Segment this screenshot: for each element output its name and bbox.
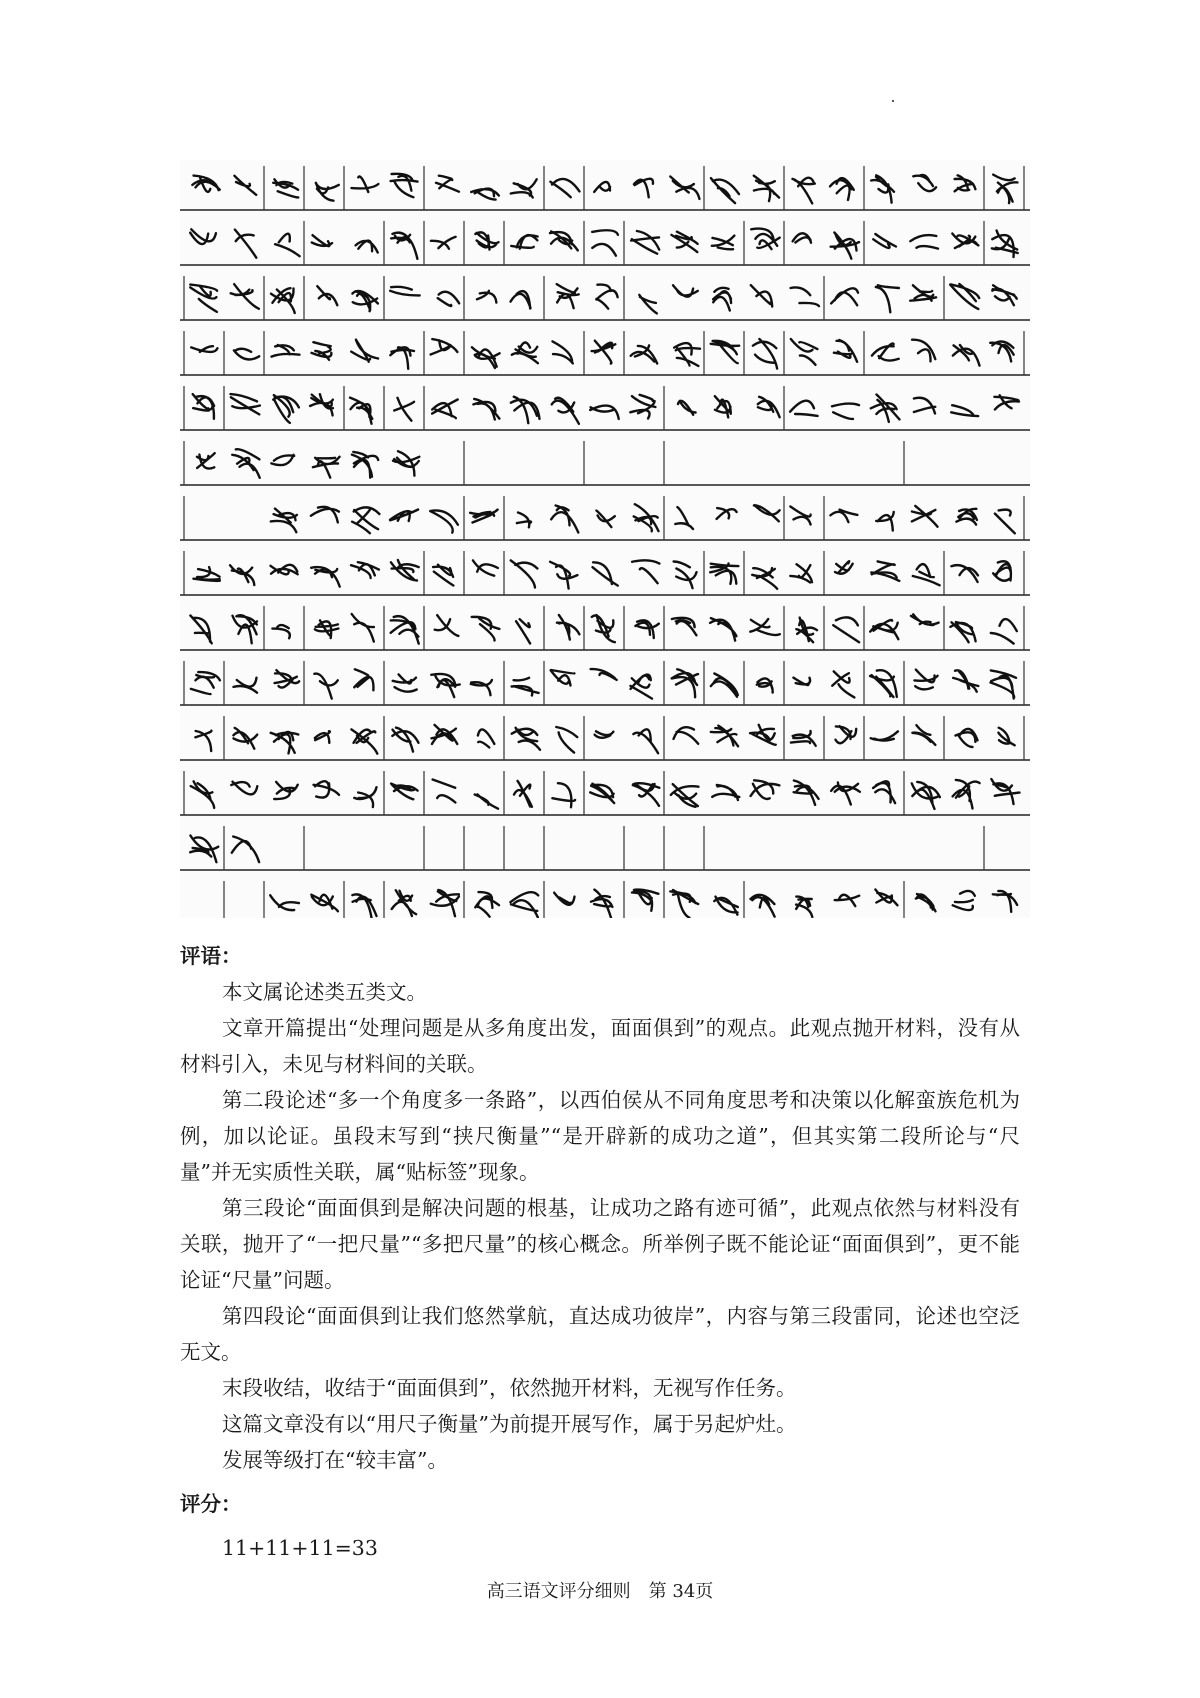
handwriting-stroke bbox=[591, 669, 617, 680]
handwriting-stroke bbox=[714, 897, 738, 915]
handwriting-stroke bbox=[235, 176, 257, 195]
handwriting-stroke bbox=[993, 891, 1017, 912]
handwriting-stroke bbox=[910, 235, 938, 249]
handwriting-stroke bbox=[552, 398, 579, 424]
handwriting-stroke bbox=[393, 674, 417, 691]
page-footer: 高三语文评分细则 第 34页 bbox=[486, 1581, 714, 1602]
comment-paragraph-7: 这篇文章没有以“用尺子衡量”为前提开展写作，属于另起炉灶。 bbox=[222, 1412, 797, 1436]
handwriting-stroke bbox=[712, 236, 735, 250]
handwriting-stroke bbox=[593, 562, 618, 585]
handwriting-stroke bbox=[675, 507, 693, 529]
handwriting-stroke bbox=[392, 728, 418, 752]
handwriting-stroke bbox=[275, 234, 300, 257]
handwriting-stroke bbox=[271, 509, 297, 533]
handwriting-stroke bbox=[510, 892, 538, 917]
handwriting-stroke bbox=[433, 565, 453, 586]
handwriting-stroke bbox=[912, 506, 938, 527]
handwriting-stroke bbox=[352, 291, 378, 311]
handwriting-stroke bbox=[190, 285, 217, 312]
handwriting-stroke bbox=[432, 400, 458, 419]
handwriting-stroke bbox=[436, 176, 459, 192]
handwriting-stroke bbox=[311, 507, 339, 523]
handwriting-stroke bbox=[833, 617, 859, 642]
handwriting-stroke bbox=[711, 674, 738, 697]
handwriting-stroke bbox=[998, 728, 1014, 746]
handwriting-stroke bbox=[477, 291, 496, 303]
handwriting-stroke bbox=[952, 234, 978, 249]
handwriting-stroke bbox=[311, 895, 338, 912]
handwriting-stroke bbox=[790, 401, 818, 416]
handwriting-stroke bbox=[836, 726, 857, 743]
handwriting-stroke bbox=[554, 893, 574, 905]
handwriting-stroke bbox=[834, 340, 857, 362]
handwriting-stroke bbox=[310, 394, 333, 415]
handwriting-stroke bbox=[951, 565, 978, 582]
handwriting-stroke bbox=[472, 617, 500, 641]
handwriting-stroke bbox=[751, 895, 775, 917]
handwriting-stroke bbox=[516, 619, 530, 643]
handwriting-stroke bbox=[352, 452, 378, 478]
handwriting-stroke bbox=[234, 678, 258, 693]
handwriting-stroke bbox=[634, 504, 659, 531]
handwriting-stroke bbox=[315, 620, 339, 638]
handwriting-stroke bbox=[871, 175, 894, 202]
handwriting-stroke bbox=[992, 285, 1016, 305]
handwriting-stroke bbox=[391, 784, 418, 800]
handwriting-stroke bbox=[392, 890, 416, 916]
handwriting-stroke bbox=[639, 295, 657, 314]
handwriting-stroke bbox=[950, 622, 975, 642]
handwriting-stroke bbox=[390, 510, 418, 522]
handwriting-stroke bbox=[751, 285, 772, 306]
handwriting-stroke bbox=[993, 561, 1011, 581]
handwriting-stroke bbox=[678, 401, 696, 415]
handwriting-stroke bbox=[272, 625, 289, 638]
handwriting-stroke bbox=[632, 890, 658, 911]
handwriting-stroke bbox=[672, 669, 698, 697]
handwriting-stroke bbox=[672, 618, 697, 635]
handwriting-stroke bbox=[712, 785, 739, 800]
handwriting-stroke bbox=[191, 672, 220, 694]
handwriting-stroke bbox=[791, 339, 818, 365]
handwriting-stroke bbox=[793, 178, 815, 204]
handwriting-stroke bbox=[796, 618, 817, 643]
handwriting-stroke bbox=[551, 670, 575, 686]
handwriting-stroke bbox=[710, 618, 736, 641]
handwriting-stroke bbox=[953, 345, 980, 366]
handwriting-stroke bbox=[390, 287, 420, 296]
handwriting-stroke bbox=[431, 674, 459, 697]
handwriting-stroke bbox=[793, 233, 811, 242]
handwriting-stroke bbox=[435, 615, 459, 636]
handwriting-stroke bbox=[232, 449, 260, 478]
handwriting-stroke bbox=[631, 675, 653, 699]
handwriting-stroke bbox=[192, 176, 220, 192]
handwriting-stroke bbox=[511, 397, 540, 424]
handwriting-stroke bbox=[231, 284, 259, 309]
handwriting-stroke bbox=[351, 562, 379, 578]
handwriting-stroke bbox=[916, 894, 936, 911]
handwriting-stroke bbox=[632, 560, 659, 583]
handwriting-stroke bbox=[354, 787, 376, 807]
handwriting-stroke bbox=[352, 614, 374, 642]
handwriting-stroke bbox=[511, 291, 531, 308]
handwriting-stroke bbox=[951, 405, 978, 416]
handwriting-stroke bbox=[190, 836, 218, 863]
handwriting-stroke bbox=[517, 513, 531, 528]
handwriting-stroke bbox=[275, 670, 300, 687]
handwriting-stroke bbox=[592, 615, 615, 642]
handwriting-stroke bbox=[312, 235, 332, 246]
handwriting-stroke bbox=[717, 508, 737, 519]
handwriting-stroke bbox=[871, 395, 900, 422]
comment-paragraph-8: 发展等级打在“较丰富”。 bbox=[222, 1448, 448, 1472]
handwriting-stroke bbox=[831, 233, 859, 259]
handwriting-stroke bbox=[475, 892, 499, 917]
handwriting-stroke bbox=[876, 512, 894, 531]
handwriting-stroke bbox=[994, 395, 1019, 409]
handwriting-stroke bbox=[551, 506, 578, 533]
handwriting-stroke bbox=[711, 178, 739, 203]
handwriting-stroke bbox=[995, 510, 1015, 534]
scan-speck bbox=[892, 100, 894, 102]
handwriting-stroke bbox=[956, 509, 977, 525]
handwriting-stroke bbox=[391, 560, 419, 581]
handwriting-stroke bbox=[870, 670, 897, 697]
handwriting-stroke bbox=[873, 234, 896, 248]
handwriting-stroke bbox=[431, 890, 459, 916]
handwriting-stroke bbox=[875, 890, 897, 906]
handwriting-stroke bbox=[912, 782, 940, 809]
handwriting-stroke bbox=[352, 176, 379, 192]
handwriting-stroke bbox=[910, 285, 936, 300]
handwriting-stroke bbox=[356, 241, 378, 253]
handwriting-stroke bbox=[835, 895, 860, 906]
handwriting-stroke bbox=[191, 346, 217, 352]
handwriting-stroke bbox=[912, 340, 935, 362]
handwriting-stroke bbox=[511, 560, 538, 587]
handwriting-stroke bbox=[235, 230, 256, 258]
handwriting-stroke bbox=[438, 292, 460, 306]
handwriting-stroke bbox=[234, 349, 259, 360]
comment-paragraph-6: 末段收结，收结于“面面俱到”，依然抛开材料，无视写作任务。 bbox=[222, 1376, 797, 1400]
handwriting-stroke bbox=[590, 406, 619, 419]
handwriting-stroke bbox=[197, 453, 215, 468]
handwriting-stroke bbox=[471, 680, 492, 695]
handwriting-stroke bbox=[592, 341, 616, 364]
handwriting-stroke bbox=[634, 179, 653, 198]
handwriting-stroke bbox=[751, 229, 780, 250]
handwriting-stroke bbox=[190, 616, 211, 644]
handwriting-stroke bbox=[790, 564, 812, 582]
handwriting-stroke bbox=[633, 729, 658, 753]
handwriting-stroke bbox=[791, 287, 819, 306]
handwriting-stroke bbox=[671, 232, 697, 252]
handwriting-stroke bbox=[272, 345, 300, 357]
handwriting-stroke bbox=[191, 781, 215, 808]
handwriting-stroke bbox=[870, 620, 898, 639]
handwriting-stroke bbox=[993, 175, 1017, 204]
handwriting-stroke bbox=[557, 615, 580, 640]
handwriting-stroke bbox=[317, 286, 337, 305]
handwriting-stroke bbox=[473, 399, 499, 420]
handwriting-stroke bbox=[955, 175, 976, 191]
handwriting-stroke bbox=[990, 342, 1014, 362]
handwriting-stroke bbox=[193, 567, 219, 581]
handwriting-stroke bbox=[713, 288, 731, 311]
handwriting-stroke bbox=[312, 342, 332, 360]
handwriting-stroke bbox=[793, 678, 810, 685]
handwriting-stroke bbox=[550, 231, 578, 250]
handwriting-stroke bbox=[271, 565, 298, 575]
handwriting-stroke bbox=[674, 343, 700, 366]
handwriting-stroke bbox=[633, 783, 660, 806]
handwriting-stroke bbox=[757, 678, 773, 692]
handwriting-stroke bbox=[430, 510, 458, 532]
handwriting-stroke bbox=[391, 616, 419, 644]
handwriting-stroke bbox=[830, 178, 854, 200]
handwriting-stroke bbox=[471, 189, 499, 200]
handwriting-stroke bbox=[751, 780, 780, 799]
handwriting-stroke bbox=[871, 561, 899, 581]
handwriting-stroke bbox=[550, 562, 577, 589]
handwriting-stroke bbox=[314, 781, 340, 797]
handwriting-stroke bbox=[311, 567, 340, 587]
handwriting-stroke bbox=[953, 891, 975, 910]
handwriting-stroke bbox=[912, 725, 935, 745]
handwriting-stroke bbox=[754, 176, 779, 201]
handwriting-stroke bbox=[711, 341, 740, 363]
handwriting-stroke bbox=[670, 177, 699, 199]
handwriting-stroke bbox=[391, 174, 418, 197]
handwriting-stroke bbox=[271, 732, 299, 753]
handwriting-stroke bbox=[630, 395, 655, 419]
handwriting-stroke bbox=[351, 340, 378, 362]
handwriting-stroke bbox=[791, 731, 816, 746]
handwritten-essay-scan bbox=[180, 160, 1030, 918]
handwriting-stroke bbox=[914, 398, 935, 414]
handwriting-stroke bbox=[352, 894, 376, 918]
handwriting-stroke bbox=[271, 288, 295, 313]
handwriting-stroke bbox=[231, 394, 260, 414]
handwriting-stroke bbox=[271, 455, 294, 465]
handwriting-stroke bbox=[351, 729, 377, 753]
handwriting-stroke bbox=[512, 728, 540, 750]
handwriting-stroke bbox=[274, 782, 298, 799]
handwriting-stroke bbox=[991, 779, 1019, 804]
handwriting-stroke bbox=[832, 404, 859, 419]
comment-paragraph-2: 文章开篇提出“处理问题是从多角度出发，面面俱到”的观点。此观点抛开材料，没有从材料引入，未见与材料间的关联。 bbox=[180, 1016, 1020, 1076]
handwriting-stroke bbox=[674, 561, 697, 588]
handwriting-stroke bbox=[750, 619, 780, 635]
handwriting-stroke bbox=[512, 678, 539, 696]
score-heading: 评分： bbox=[180, 1492, 242, 1516]
handwriting-stroke bbox=[273, 395, 299, 423]
handwriting-stroke bbox=[433, 780, 456, 803]
handwriting-stroke bbox=[552, 783, 575, 807]
handwriting-stroke bbox=[750, 725, 776, 745]
handwriting-stroke bbox=[231, 782, 257, 795]
handwriting-stroke bbox=[432, 725, 458, 744]
handwriting-stroke bbox=[475, 232, 498, 249]
handwriting-stroke bbox=[511, 235, 537, 249]
handwriting-stroke bbox=[512, 343, 538, 364]
score-value: 11+11+11=33 bbox=[222, 1536, 378, 1560]
handwriting-stroke bbox=[511, 179, 537, 197]
handwriting-stroke bbox=[190, 229, 216, 244]
handwriting-stroke bbox=[830, 510, 857, 522]
handwriting-stroke bbox=[754, 505, 780, 521]
handwriting-stroke bbox=[431, 339, 458, 354]
handwriting-stroke bbox=[670, 890, 698, 918]
handwriting-stroke bbox=[674, 727, 699, 744]
handwriting-stroke bbox=[752, 568, 777, 589]
handwriting-stroke bbox=[876, 285, 899, 312]
handwriting-stroke bbox=[514, 781, 532, 807]
handwriting-stroke bbox=[557, 284, 579, 308]
handwriting-stroke bbox=[393, 451, 419, 476]
handwriting-stroke bbox=[595, 731, 614, 738]
handwriting-stroke bbox=[635, 620, 658, 638]
handwriting-stroke bbox=[596, 285, 617, 309]
handwriting-stroke bbox=[992, 231, 1018, 258]
handwriting-stroke bbox=[315, 731, 330, 743]
handwriting-stroke bbox=[913, 564, 940, 585]
handwriting-stroke bbox=[390, 347, 414, 368]
handwriting-stroke bbox=[316, 183, 339, 201]
handwriting-stroke bbox=[831, 783, 860, 805]
handwriting-stroke bbox=[953, 780, 980, 809]
handwriting-stroke bbox=[710, 564, 738, 584]
handwriting-stroke bbox=[232, 837, 259, 863]
handwriting-stroke bbox=[314, 674, 337, 699]
handwriting-stroke bbox=[391, 233, 417, 259]
handwriting-stroke bbox=[950, 284, 979, 309]
handwriting-stroke bbox=[758, 397, 780, 417]
handwriting-stroke bbox=[270, 895, 299, 910]
handwriting-stroke bbox=[431, 237, 456, 249]
handwriting-stroke bbox=[631, 231, 659, 254]
handwriting-stroke bbox=[711, 726, 738, 747]
handwriting-stroke bbox=[473, 560, 498, 575]
handwriting-stroke bbox=[914, 670, 937, 690]
handwriting-stroke bbox=[871, 731, 898, 740]
handwriting-stroke bbox=[753, 339, 777, 369]
comment-paragraph-4: 第三段论“面面俱到是解决问题的根基，让成功之路有迹可循”，此观点依然与材料没有关联，抛开了“一把尺量”“多把尺量”的核心概念。所举例子既不能论证“面面俱到”，更不能论证“尺量”问题。 bbox=[180, 1196, 1020, 1292]
comment-paragraph-5: 第四段论“面面俱到让我们悠然掌航，直达成功彼岸”，内容与第三段雷同，论述也空泛无文。 bbox=[180, 1304, 1020, 1364]
handwriting-stroke bbox=[956, 729, 978, 747]
handwriting-stroke bbox=[831, 288, 858, 305]
handwriting-stroke bbox=[796, 897, 812, 917]
handwriting-stroke bbox=[715, 396, 731, 417]
handwriting-stroke bbox=[591, 890, 612, 918]
handwriting-stroke bbox=[596, 511, 614, 527]
handwriting-stroke bbox=[195, 731, 211, 751]
handwriting-stroke bbox=[233, 728, 257, 749]
handwriting-stroke bbox=[953, 670, 978, 691]
handwriting-stroke bbox=[233, 615, 258, 643]
handwriting-stroke bbox=[470, 510, 498, 523]
handwriting-stroke bbox=[230, 565, 254, 585]
handwriting-stroke bbox=[592, 230, 618, 255]
handwriting-stroke bbox=[872, 344, 899, 361]
handwriting-stroke bbox=[673, 285, 698, 296]
handwriting-stroke bbox=[790, 507, 810, 525]
handwriting-stroke bbox=[911, 614, 939, 625]
handwriting-stroke bbox=[394, 398, 414, 421]
comment-paragraph-3: 第二段论述“多一个角度多一条路”，以西伯侯从不同角度思考和决策以化解蛮族危机为例，加以论证。虽段末写到“挟尺衡量”“是开辟新的成功之道”，但其实第二段所论与“尺量”并无实质性关联，属“贴标签”现象。 bbox=[180, 1088, 1020, 1184]
handwriting-stroke bbox=[273, 179, 298, 197]
comment-section bbox=[180, 938, 1020, 1566]
comment-heading: 评语： bbox=[180, 944, 242, 968]
handwriting-stroke bbox=[832, 671, 854, 697]
essay-grid-image bbox=[180, 160, 1030, 918]
handwriting-stroke bbox=[913, 175, 936, 191]
handwriting-stroke bbox=[556, 727, 577, 753]
handwriting-stroke bbox=[475, 794, 498, 808]
handwriting-stroke bbox=[671, 784, 699, 807]
handwriting-stroke bbox=[472, 347, 500, 368]
handwriting-stroke bbox=[354, 669, 373, 690]
handwriting-stroke bbox=[350, 398, 372, 424]
handwriting-stroke bbox=[991, 670, 1017, 698]
handwriting-stroke bbox=[835, 561, 853, 574]
handwriting-stroke bbox=[991, 619, 1017, 644]
handwriting-stroke bbox=[553, 341, 573, 363]
handwriting-stroke bbox=[631, 345, 658, 363]
comment-paragraph-1: 本文属论述类五类文。 bbox=[222, 980, 427, 1004]
handwriting-stroke bbox=[352, 507, 379, 533]
handwriting-stroke bbox=[313, 457, 340, 478]
handwriting-stroke bbox=[590, 784, 614, 803]
handwriting-stroke bbox=[794, 781, 819, 805]
handwriting-stroke bbox=[550, 179, 579, 197]
handwriting-stroke bbox=[193, 394, 214, 419]
handwriting-stroke bbox=[873, 781, 895, 803]
handwriting-stroke bbox=[594, 182, 610, 192]
handwriting-stroke bbox=[478, 729, 495, 747]
